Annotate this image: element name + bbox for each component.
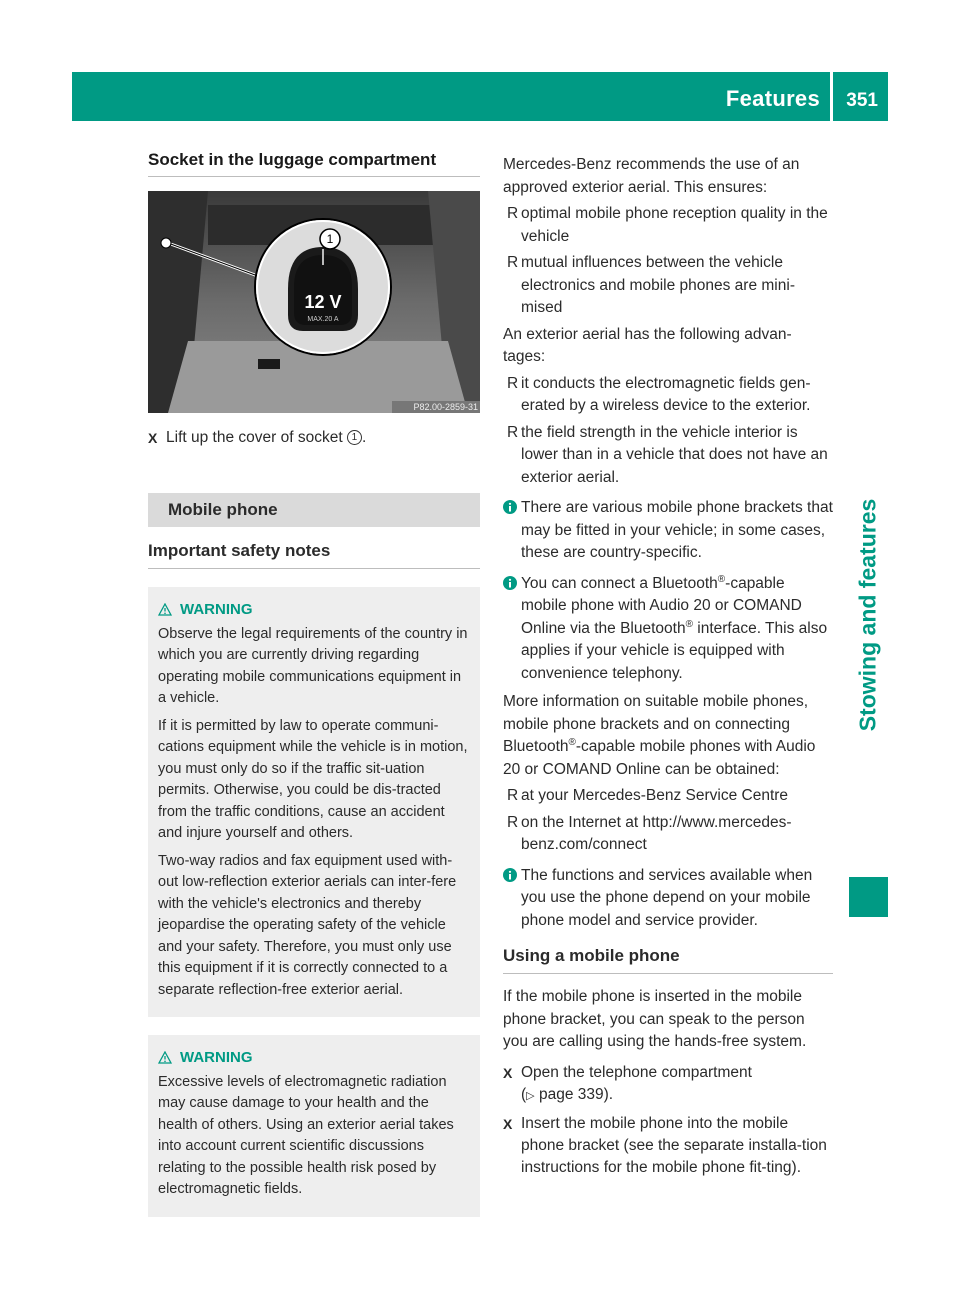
paragraph-hands-free: If the mobile phone is inserted in the mobile phone bracket, you can speak to the person you are calling using the hands-free system. xyxy=(503,988,807,1050)
paragraph-advantages: An exterior aerial has the following advan-tages: xyxy=(503,325,792,365)
action-lift-cover xyxy=(148,427,480,449)
action-arrow-icon: X xyxy=(503,1115,513,1132)
warning-box-2 xyxy=(148,1035,480,1217)
bullet-icon: R xyxy=(507,254,519,271)
safety-notes-heading: Important safety notes xyxy=(148,541,480,569)
info-note-bluetooth: You can connect a Bluetooth®-capable mobile phone with Audio 20 or COMAND Online via the Bluetooth® interface. This also applies if your vehicle is equipped with convenience telephony. xyxy=(503,573,833,686)
socket-rating-label: MAX.20 A xyxy=(307,316,339,323)
page-reference-icon: ▷ xyxy=(526,1089,535,1102)
page-header xyxy=(72,72,888,121)
bullet-item: R the field strength in the vehicle interior is lower than in a vehicle that does not have an exterior aerial. xyxy=(507,423,828,486)
socket-voltage-label: 12 V xyxy=(304,292,342,312)
bullet-item: R at your Mercedes-Benz Service Centre xyxy=(503,785,833,808)
side-tab-marker xyxy=(849,877,888,917)
action-open-compartment: X Open the telephone compartment (▷ page 339). xyxy=(503,1063,752,1103)
callout-1-icon: 1 xyxy=(347,430,362,445)
warning-2-paragraph: Excessive levels of electromagnetic radiation may cause damage to your health and the health of others. Using an exterior aerial takes into account current scientific discussions relating to the possible health risk posed by electromagnetic fields. xyxy=(158,1073,454,1197)
bullet-icon: R xyxy=(507,374,519,392)
page-reference-link[interactable]: page 339 xyxy=(538,1085,604,1103)
action-insert-phone: X Insert the mobile phone into the mobile phone bracket (see the separate installa-tion instructions for the mobile phone fit-ting). xyxy=(503,1114,827,1176)
warning-1-paragraph: If it is permitted by law to operate communi-cations equipment while the vehicle is in motion, you must only do so if the traffic sit-uation permits. Otherwise, you could be dis-tracted from the traffic conditions, cause an accident and injure yourself and others. xyxy=(158,717,468,841)
side-tab-label-wrapper xyxy=(853,495,883,735)
action-arrow-icon: X xyxy=(148,430,158,446)
socket-heading: Socket in the luggage compartment xyxy=(148,150,480,177)
luggage-socket-illustration xyxy=(148,191,480,413)
warning-triangle-icon xyxy=(158,1051,172,1064)
paragraph-more-information: More information on suitable mobile phones, mobile phone brackets and on connecting Bluetooth®-capable mobile phones with Audio 20 or COMAND Online can be obtained: xyxy=(503,693,816,778)
bullet-icon: R xyxy=(507,813,519,831)
bullet-icon: R xyxy=(507,423,519,441)
bullet-icon: R xyxy=(507,205,519,222)
info-note-brackets: There are various mobile phone brackets that may be fitted in your vehicle; in some cases, these are country-specific. xyxy=(503,497,833,565)
action-text: Lift up the cover of socket xyxy=(166,429,343,446)
warning-title-text: WARNING xyxy=(180,1049,253,1066)
luggage-socket-photo xyxy=(148,191,480,413)
warning-title-1 xyxy=(158,599,472,621)
info-icon xyxy=(503,868,517,882)
bullet-item: R it conducts the electromagnetic fields gen-erated by a wireless device to the exterior. xyxy=(507,374,811,414)
info-icon xyxy=(503,576,517,590)
header-title: Features xyxy=(725,86,820,111)
paragraph-exterior-aerial: Mercedes-Benz recommends the use of an approved exterior aerial. This ensures: xyxy=(503,156,800,196)
left-column xyxy=(148,150,480,1217)
page-number: 351 xyxy=(846,90,878,111)
side-tab-label: Stowing and features xyxy=(854,498,881,732)
bullet-icon: R xyxy=(507,787,519,804)
action-arrow-icon: X xyxy=(503,1064,513,1081)
warning-title-2 xyxy=(158,1047,472,1069)
warning-box-1 xyxy=(148,587,480,1017)
warning-1-paragraph: Two-way radios and fax equipment used with-out low-reflection exterior aerials can inter-fere with the vehicle's electronics and thereby jeopardise the operating safety of the vehicle and your safety. Therefore, you must only use this equipment if it is correctly connected to a separate reflection-free exterior aerial. xyxy=(158,852,457,998)
info-icon xyxy=(503,500,517,514)
figure-callout-1: 1 xyxy=(326,232,334,246)
bullet-item: R on the Internet at http://www.mercedes-benz.com/connect xyxy=(507,813,792,853)
action-text-end: . xyxy=(361,429,367,446)
using-mobile-heading: Using a mobile phone xyxy=(503,946,833,974)
mobile-phone-band: Mobile phone xyxy=(148,493,480,527)
bullet-item: R mutual influences between the vehicle electronics and mobile phones are mini-mised xyxy=(507,254,795,316)
figure-code: P82.00-2859-31 xyxy=(413,402,478,412)
info-note-functions: The functions and services available when you use the phone depend on your mobile phone model and service provider. xyxy=(503,865,833,933)
right-column xyxy=(503,154,833,1185)
warning-1-paragraph: Observe the legal requirements of the country in which you are currently driving regarding operating mobile communications equipment in a vehicle. xyxy=(158,625,468,706)
warning-title-text: WARNING xyxy=(180,601,253,618)
header-divider xyxy=(830,72,833,121)
warning-triangle-icon xyxy=(158,603,172,616)
bullet-item: R optimal mobile phone reception quality in the vehicle xyxy=(507,205,828,245)
